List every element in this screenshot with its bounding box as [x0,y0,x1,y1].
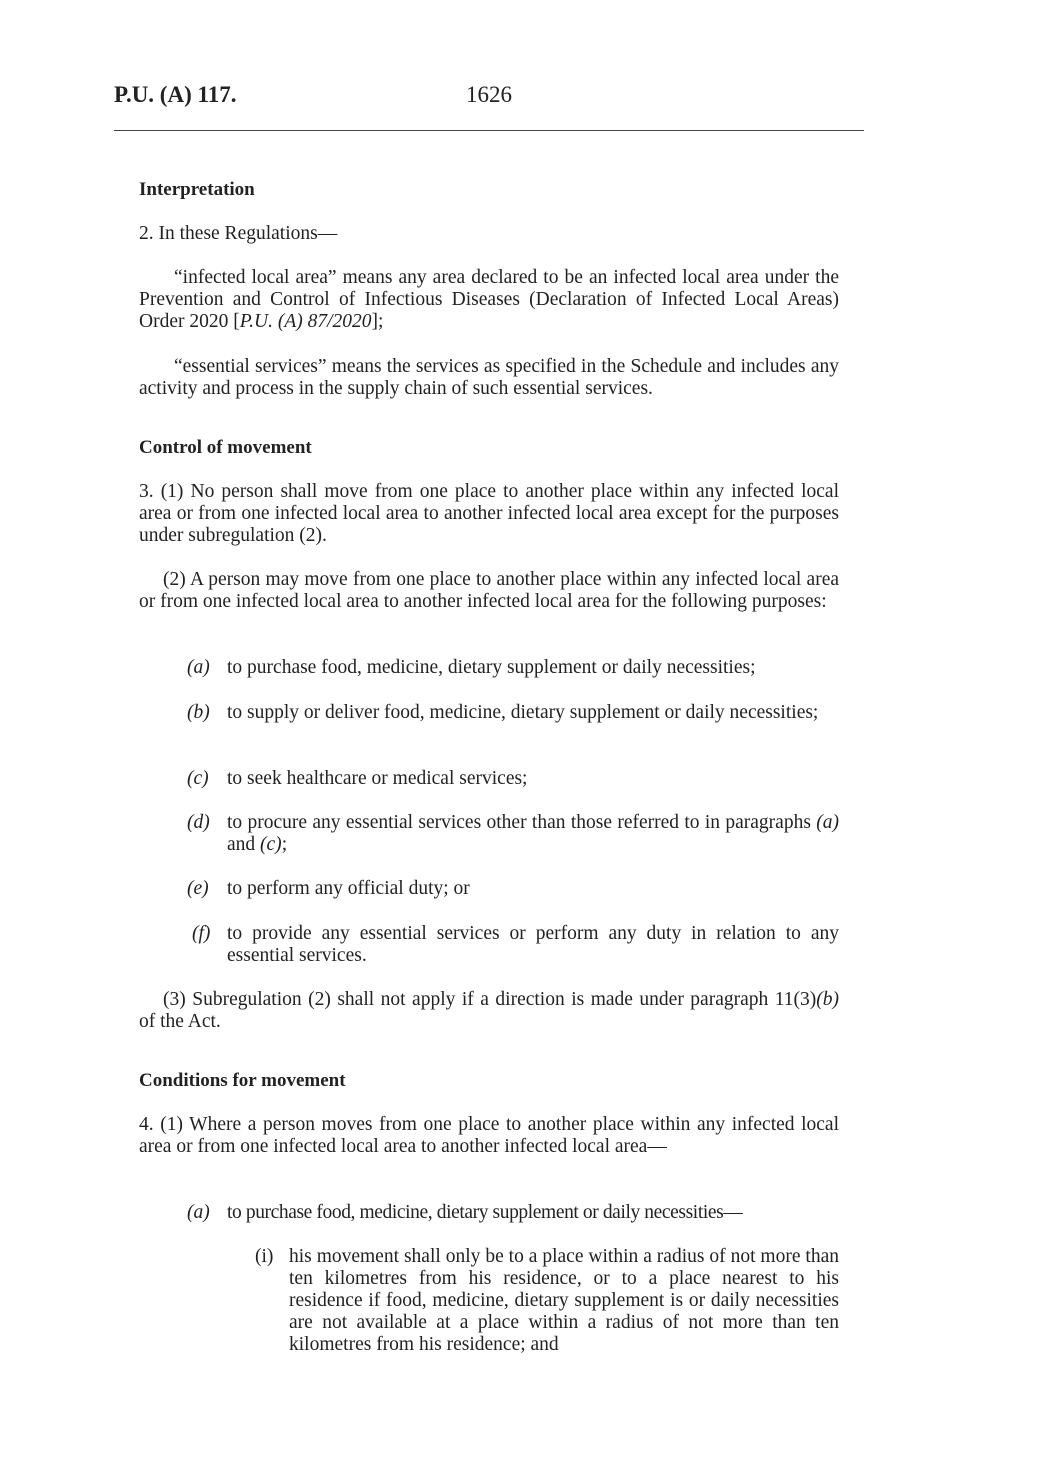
item-label: (d) [187,812,210,833]
regulation-3-2: (2) A person may move from one place to another place within any infected local area or from one infected local area to another infected local area for the following purposes: [139,569,839,612]
item-text: to seek healthcare or medical services; [227,768,528,789]
definition-reference: P.U. (A) 87/2020 [239,311,372,332]
item-label: (f) [192,923,211,944]
paragraph-ref-c: (c) [260,834,282,855]
item-text-start: to procure any essential services other than those referred to in paragraphs [227,812,817,833]
list-item [187,657,839,679]
list-item [187,1202,839,1224]
section-heading-control: Control of movement [139,437,312,458]
definition-infected-local-area [139,267,839,333]
paragraph-ref-b: (b) [816,989,839,1010]
definition-text: “infected local area” means any area declared to be an infected local area under the Prevention and Control of Infectious Diseases (Declaration of Infected Local Areas) Order 2020 [ [139,267,839,332]
item-label: (a) [187,1202,210,1223]
regulation-4-1: 4. (1) Where a person moves from one place to another place within any infected local area or from one infected local area to another infected local area— [139,1114,839,1157]
list-item [187,768,839,790]
list-item [187,878,839,900]
section-heading-conditions: Conditions for movement [139,1070,346,1091]
item-text: to provide any essential services or perform any duty in relation to any essential services. [227,923,839,966]
item-label: (c) [187,768,209,789]
section-heading-interpretation: Interpretation [139,179,255,200]
document-reference: P.U. (A) 117. [114,82,237,107]
regulation-3-3-text-end: of the Act. [139,1011,221,1032]
list-item [187,923,839,967]
regulation-2-intro: 2. In these Regulations— [139,223,338,244]
item-label: (a) [187,657,210,678]
sub-list-item [255,1246,839,1356]
item-text-end: ; [281,834,288,855]
definition-text-end: ]; [371,311,384,332]
item-text-mid: and [227,834,261,855]
item-label: (b) [187,702,210,723]
header-divider [114,130,864,131]
definition-essential-services: “essential services” means the services as specified in the Schedule and includes any activity and process in the supply chain of such essential services. [139,356,839,399]
page-number: 1626 [466,82,512,107]
item-text: to purchase food, medicine, dietary supplement or daily necessities— [227,1202,743,1223]
list-item [187,702,839,724]
sub-item-text: his movement shall only be to a place within a radius of not more than ten kilometres from his residence, or to a place nearest to his residence if food, medicine, dietary supplement is or daily necessities are not available at a place within a radius of not more than ten kilometres from his residence; and [289,1246,839,1355]
item-text [227,812,839,856]
item-label: (e) [187,878,209,899]
item-text: to perform any official duty; or [227,878,470,899]
regulation-3-3-text: (3) Subregulation (2) shall not apply if a direction is made under paragraph 11(3) [163,989,817,1010]
paragraph-ref-a: (a) [816,812,839,833]
list-item [187,812,839,856]
item-text: to supply or deliver food, medicine, dietary supplement or daily necessities; [227,702,819,723]
regulation-3-3 [139,989,839,1033]
item-text: to purchase food, medicine, dietary supplement or daily necessities; [227,657,756,678]
regulation-3-1: 3. (1) No person shall move from one place to another place within any infected local area or from one infected local area to another infected local area except for the purposes under subregulation (2). [139,481,839,546]
sub-item-label: (i) [255,1246,274,1267]
